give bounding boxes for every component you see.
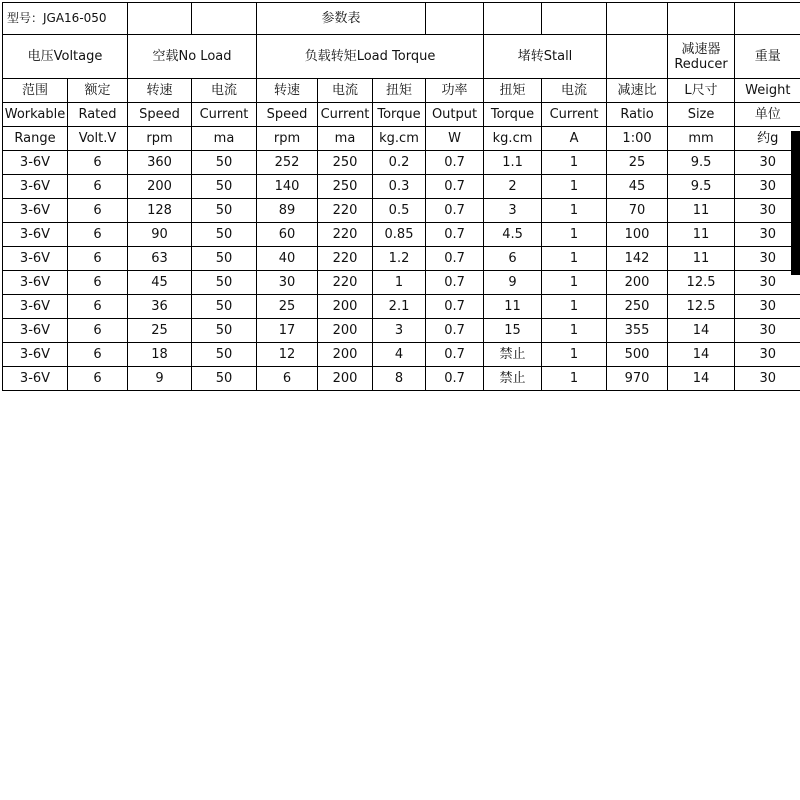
blank-cell	[426, 3, 484, 35]
table-cell: 0.7	[426, 343, 484, 367]
table-cell: 9.5	[668, 175, 735, 199]
table-cell: 4	[373, 343, 426, 367]
header-cn-cell: 功率	[426, 79, 484, 103]
header-unit-cell: rpm	[257, 127, 318, 151]
right-edge-bar	[791, 131, 800, 275]
table-cell: 45	[128, 271, 192, 295]
header-cn-cell: 范围	[3, 79, 68, 103]
table-cell: 12.5	[668, 295, 735, 319]
table-cell: 220	[318, 199, 373, 223]
table-cell: 1	[542, 343, 607, 367]
table-cell: 30	[735, 199, 800, 223]
table-cell: 6	[68, 343, 128, 367]
table-cell: 3-6V	[3, 247, 68, 271]
table-cell: 25	[257, 295, 318, 319]
header-en-cell: Workable	[3, 103, 68, 127]
header-cn-cell: 电流	[542, 79, 607, 103]
table-cell: 0.5	[373, 199, 426, 223]
table-cell: 50	[192, 199, 257, 223]
table-cell: 9.5	[668, 151, 735, 175]
table-cell: 12	[257, 343, 318, 367]
table-cell: 6	[68, 247, 128, 271]
table-cell: 30	[735, 223, 800, 247]
table-cell: 0.7	[426, 271, 484, 295]
header-unit-cell: 约g	[735, 127, 800, 151]
table-cell: 11	[484, 295, 542, 319]
header-unit-cell: Range	[3, 127, 68, 151]
header-en-cell: Current	[542, 103, 607, 127]
table-cell: 9	[128, 367, 192, 391]
table-cell: 1	[542, 271, 607, 295]
table-cell: 6	[68, 271, 128, 295]
table-cell: 1.1	[484, 151, 542, 175]
table-cell: 0.7	[426, 151, 484, 175]
table-cell: 1	[542, 295, 607, 319]
header-en-cell: Speed	[128, 103, 192, 127]
table-cell: 50	[192, 367, 257, 391]
table-cell: 禁止	[484, 343, 542, 367]
table-cell: 200	[318, 319, 373, 343]
header-cn-cell: 额定	[68, 79, 128, 103]
table-cell: 3-6V	[3, 343, 68, 367]
table-cell: 3-6V	[3, 319, 68, 343]
header-unit-cell: ma	[318, 127, 373, 151]
table-cell: 30	[735, 295, 800, 319]
table-cell: 40	[257, 247, 318, 271]
table-cell: 50	[192, 319, 257, 343]
table-cell: 4.5	[484, 223, 542, 247]
table-row	[3, 175, 800, 199]
blank-cell	[542, 3, 607, 35]
table-cell: 200	[607, 271, 668, 295]
group-voltage: 电压Voltage	[3, 35, 128, 79]
table-cell: 14	[668, 367, 735, 391]
table-cell: 0.85	[373, 223, 426, 247]
table-cell: 18	[128, 343, 192, 367]
table-cell: 3-6V	[3, 199, 68, 223]
table-cell: 142	[607, 247, 668, 271]
table-cell: 250	[318, 151, 373, 175]
table-cell: 1	[542, 223, 607, 247]
table-cell: 50	[192, 223, 257, 247]
table-row	[3, 223, 800, 247]
table-title: 参数表	[257, 3, 426, 35]
table-cell: 6	[68, 175, 128, 199]
table-cell: 6	[257, 367, 318, 391]
table-cell: 60	[257, 223, 318, 247]
header-unit-cell: kg.cm	[484, 127, 542, 151]
table-cell: 50	[192, 151, 257, 175]
group-reducer-cn: 减速器	[681, 41, 721, 57]
header-en-cell: Output	[426, 103, 484, 127]
table-body	[3, 151, 800, 391]
table-cell: 128	[128, 199, 192, 223]
table-cell: 50	[192, 175, 257, 199]
header-cn-cell: L尺寸	[668, 79, 735, 103]
table-cell: 200	[128, 175, 192, 199]
table-cell: 1	[542, 175, 607, 199]
header-unit-cell: mm	[668, 127, 735, 151]
header-unit-cell: rpm	[128, 127, 192, 151]
table-cell: 0.7	[426, 319, 484, 343]
header-en-cell: Torque	[373, 103, 426, 127]
group-header-row	[3, 35, 800, 79]
table-cell: 3	[484, 199, 542, 223]
table-cell: 30	[735, 151, 800, 175]
table-cell: 1	[542, 151, 607, 175]
header-row-english	[3, 103, 800, 127]
table-cell: 0.7	[426, 367, 484, 391]
table-cell: 14	[668, 319, 735, 343]
table-cell: 12.5	[668, 271, 735, 295]
table-cell: 14	[668, 343, 735, 367]
table-cell: 90	[128, 223, 192, 247]
table-cell: 89	[257, 199, 318, 223]
title-row	[3, 3, 800, 35]
table-row	[3, 367, 800, 391]
table-cell: 3-6V	[3, 367, 68, 391]
table-cell: 25	[607, 151, 668, 175]
table-cell: 11	[668, 223, 735, 247]
header-cn-cell: 转速	[257, 79, 318, 103]
blank-cell	[192, 3, 257, 35]
table-cell: 3	[373, 319, 426, 343]
table-row	[3, 247, 800, 271]
table-cell: 1	[542, 319, 607, 343]
table-row	[3, 319, 800, 343]
header-unit-cell: kg.cm	[373, 127, 426, 151]
table-cell: 200	[318, 343, 373, 367]
blank-cell	[128, 3, 192, 35]
table-cell: 3-6V	[3, 223, 68, 247]
table-cell: 2.1	[373, 295, 426, 319]
header-en-cell: Current	[318, 103, 373, 127]
table-cell: 50	[192, 295, 257, 319]
table-cell: 30	[735, 343, 800, 367]
table-cell: 8	[373, 367, 426, 391]
table-cell: 3-6V	[3, 271, 68, 295]
table-cell: 禁止	[484, 367, 542, 391]
table-cell: 30	[735, 175, 800, 199]
table-cell: 2	[484, 175, 542, 199]
table-cell: 11	[668, 199, 735, 223]
blank-cell	[668, 3, 735, 35]
table-cell: 3-6V	[3, 175, 68, 199]
table-cell: 3-6V	[3, 295, 68, 319]
header-cn-cell: Weight	[735, 79, 800, 103]
table-cell: 6	[484, 247, 542, 271]
table-cell: 50	[192, 247, 257, 271]
table-cell: 200	[318, 367, 373, 391]
table-cell: 220	[318, 223, 373, 247]
table-cell: 0.7	[426, 223, 484, 247]
group-weight: 重量	[735, 35, 800, 79]
group-load-torque: 负载转矩Load Torque	[257, 35, 484, 79]
table-cell: 250	[607, 295, 668, 319]
blank-cell	[607, 3, 668, 35]
group-reducer	[668, 35, 735, 79]
table-cell: 200	[318, 295, 373, 319]
table-cell: 220	[318, 247, 373, 271]
table-cell: 15	[484, 319, 542, 343]
blank-cell	[484, 3, 542, 35]
table-cell: 6	[68, 319, 128, 343]
header-cn-cell: 转速	[128, 79, 192, 103]
table-row	[3, 343, 800, 367]
table-cell: 17	[257, 319, 318, 343]
header-en-cell: Current	[192, 103, 257, 127]
table-cell: 1	[542, 199, 607, 223]
header-cn-cell: 扭矩	[484, 79, 542, 103]
table-cell: 30	[735, 367, 800, 391]
table-cell: 1	[542, 367, 607, 391]
table-cell: 500	[607, 343, 668, 367]
table-cell: 140	[257, 175, 318, 199]
table-row	[3, 199, 800, 223]
table-cell: 3-6V	[3, 151, 68, 175]
table-cell: 970	[607, 367, 668, 391]
motor-parameter-table	[2, 2, 800, 391]
table-cell: 50	[192, 343, 257, 367]
header-cn-cell: 电流	[318, 79, 373, 103]
header-unit-cell: W	[426, 127, 484, 151]
table-cell: 11	[668, 247, 735, 271]
table-cell: 0.7	[426, 247, 484, 271]
table-cell: 36	[128, 295, 192, 319]
table-cell: 6	[68, 295, 128, 319]
table-cell: 1.2	[373, 247, 426, 271]
table-cell: 0.7	[426, 295, 484, 319]
header-en-cell: Size	[668, 103, 735, 127]
table-cell: 6	[68, 199, 128, 223]
header-unit-cell: A	[542, 127, 607, 151]
header-cn-cell: 扭矩	[373, 79, 426, 103]
group-reducer-en: Reducer	[674, 56, 728, 72]
table-cell: 70	[607, 199, 668, 223]
table-cell: 220	[318, 271, 373, 295]
header-row-chinese	[3, 79, 800, 103]
table-cell: 100	[607, 223, 668, 247]
header-unit-cell: 1:00	[607, 127, 668, 151]
table-cell: 6	[68, 151, 128, 175]
table-row	[3, 271, 800, 295]
table-row	[3, 151, 800, 175]
table-row	[3, 295, 800, 319]
header-unit-cell: Volt.V	[68, 127, 128, 151]
header-en-cell: Rated	[68, 103, 128, 127]
table-cell: 360	[128, 151, 192, 175]
table-cell: 30	[735, 319, 800, 343]
table-cell: 30	[257, 271, 318, 295]
model-number: 型号：JGA16-050	[3, 3, 128, 35]
table-cell: 6	[68, 223, 128, 247]
header-en-cell: 单位	[735, 103, 800, 127]
table-cell: 25	[128, 319, 192, 343]
header-unit-cell: ma	[192, 127, 257, 151]
header-en-cell: Torque	[484, 103, 542, 127]
table-cell: 0.7	[426, 199, 484, 223]
header-cn-cell: 电流	[192, 79, 257, 103]
table-cell: 45	[607, 175, 668, 199]
table-cell: 63	[128, 247, 192, 271]
table-cell: 1	[542, 247, 607, 271]
table-cell: 9	[484, 271, 542, 295]
table-cell: 1	[373, 271, 426, 295]
group-no-load: 空载No Load	[128, 35, 257, 79]
table-cell: 0.2	[373, 151, 426, 175]
header-en-cell: Ratio	[607, 103, 668, 127]
table-cell: 0.3	[373, 175, 426, 199]
table-cell: 355	[607, 319, 668, 343]
table-cell: 50	[192, 271, 257, 295]
group-stall: 堵转Stall	[484, 35, 607, 79]
blank-cell	[735, 3, 800, 35]
table-cell: 30	[735, 247, 800, 271]
table-cell: 250	[318, 175, 373, 199]
table-cell: 6	[68, 367, 128, 391]
header-cn-cell: 减速比	[607, 79, 668, 103]
blank-cell	[607, 35, 668, 79]
header-row-units	[3, 127, 800, 151]
table-cell: 0.7	[426, 175, 484, 199]
header-en-cell: Speed	[257, 103, 318, 127]
table-cell: 252	[257, 151, 318, 175]
table-cell: 30	[735, 271, 800, 295]
